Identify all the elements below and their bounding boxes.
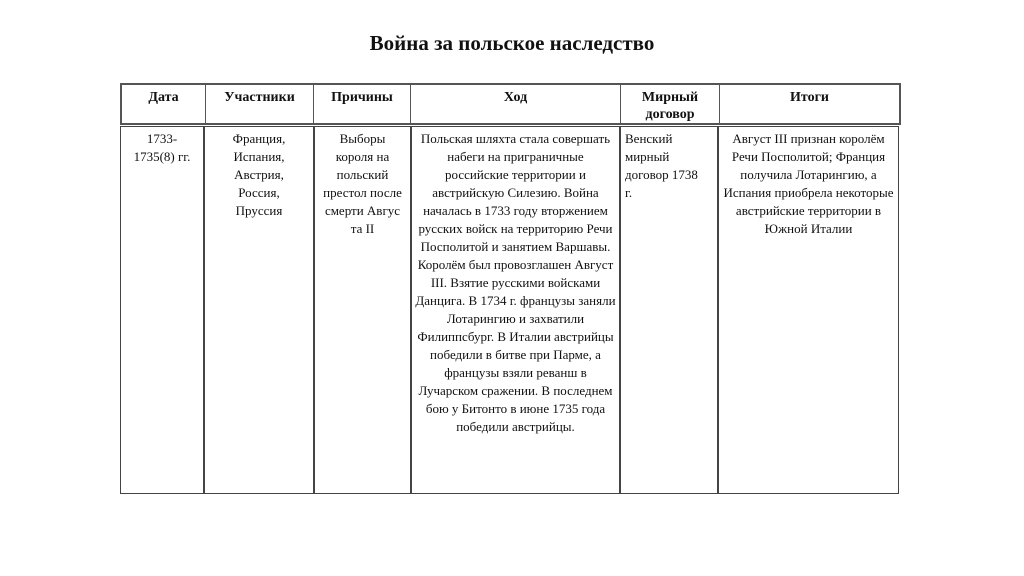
header-treaty: Мирный договор [620,83,719,125]
cell-results: Август III признан королём Речи Посполитой; Франция получила Лотарингию, а Испания приобрела некоторые австрийские территории в Южной Италии [718,126,899,494]
header-date: Дата [120,83,205,125]
page-title: Война за польское наследство [369,31,655,55]
cell-treaty: Венский мирный договор 1738 г. [620,126,718,494]
header-results: Итоги [719,83,901,125]
cell-causes: Выборы короля на польский престол после смерти Авгус та II [314,126,411,494]
header-course: Ход [410,83,620,125]
cell-course: Польская шляхта стала совершать набеги на приграничные российские территории и австрийскую Силезию. Война началась в 1733 году вторжением русских войск на территорию Речи Посполитой и занятием Варшавы. Королём был провозглашен Август III. Взятие русскими войсками Данцига. В 1734 г. французы заняли Лотарингию и захватили Филиппсбург. В Италии австрийцы победили в битве при Парме, а французы взяли реванш в Лучарском сражении. В последнем бою у Битонто в июне 1735 года победили австрийцы. [411,126,620,494]
header-causes: Причины [313,83,410,125]
cell-participants: Франция, Испания, Австрия, Россия, Пруссия [204,126,314,494]
header-participants: Участники [205,83,313,125]
cell-date: 1733-1735(8) гг. [120,126,204,494]
